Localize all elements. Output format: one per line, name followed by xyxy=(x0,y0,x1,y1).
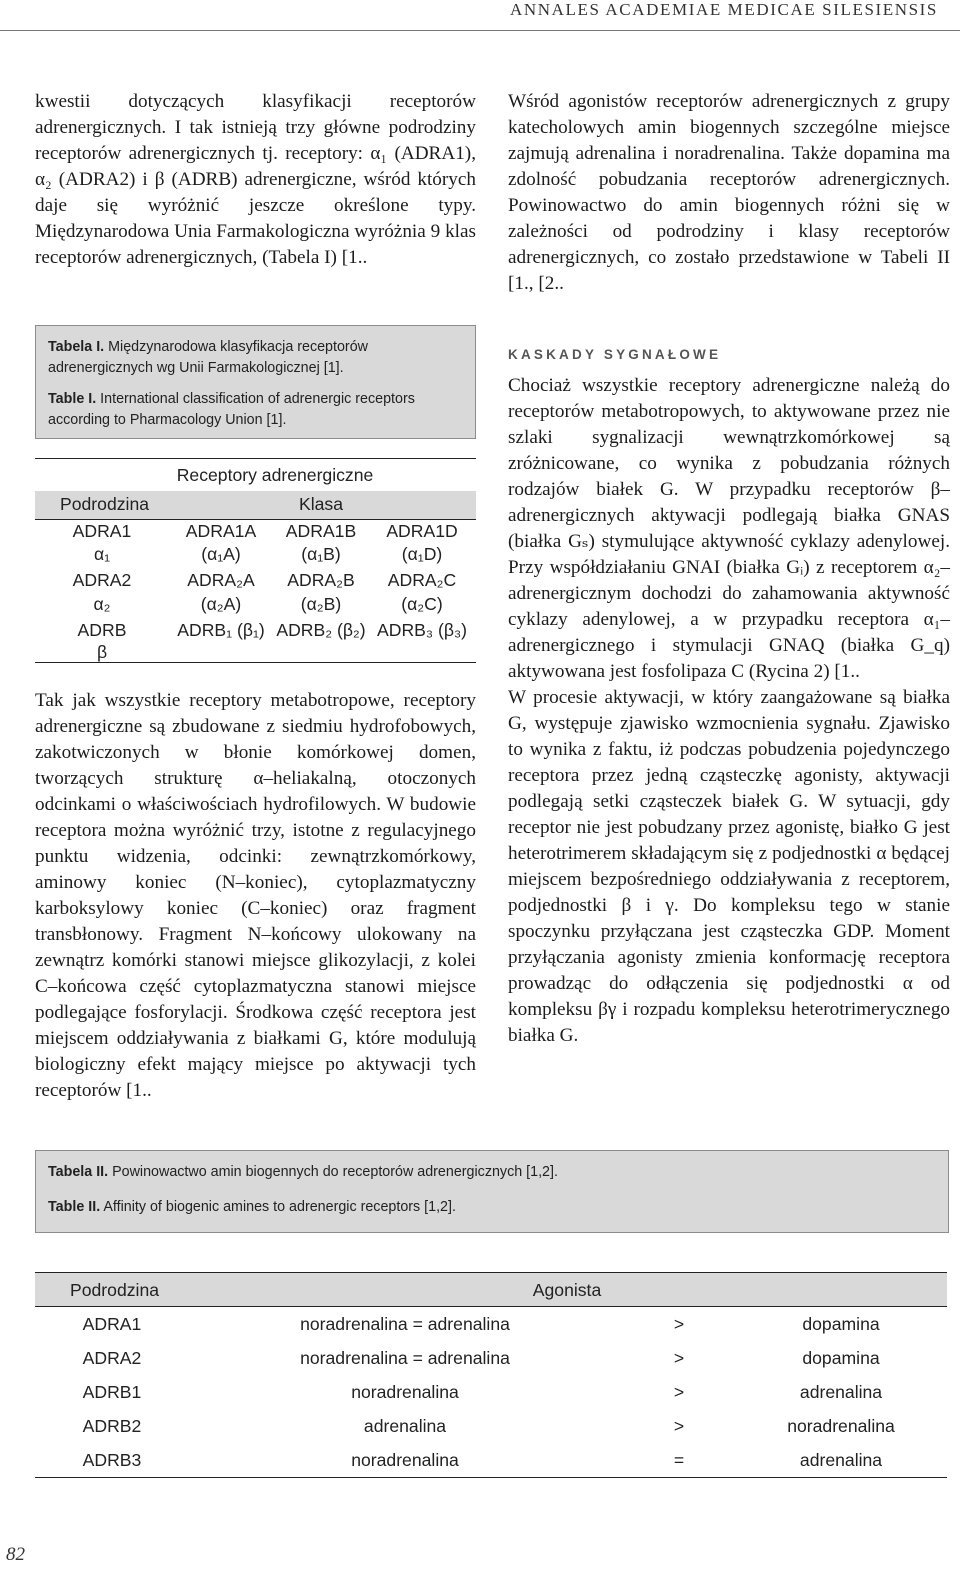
table1-cell: ADRB₃ (β₃) xyxy=(377,620,467,640)
page-number: 82 xyxy=(6,1544,25,1565)
right-paragraph-3: W procesie aktywacji, w który zaangażowane są białka G, występuje zjawisko wzmocnienia sygnału. Zjawisko to wynika z faktu, iż podczas pobudzenia pojedynczego receptora przez jedną cząsteczkę agonisty, aktywacji podlegają setki cząsteczek białek G. W sytuacji, gdy receptor nie jest pobudzany przez agonistę, białko G jest heterotrimerem składającym się z podjednostki α będącej miejscem bezpośredniego oddziaływania z receptorem, podjednostki β i γ. Do kompleksu tego w stanie spoczynku przyłączana jest cząsteczka GDP. Moment przyłączania agonisty zmienia konformację receptora prowadząc do odłączenia się podjednostki α od kompleksu βγ i rozpadu kompleksu heterotrimerycznego białka G. xyxy=(508,687,950,1046)
table1-caption-en-label: Table I. xyxy=(48,391,97,407)
table1-cell: ADRA1D xyxy=(386,521,458,541)
table2-bottom-rule xyxy=(35,1477,947,1478)
table2-caption-pl xyxy=(48,1162,928,1182)
table2-cell: ADRB2 xyxy=(82,1416,142,1436)
table1-cell: α₁ xyxy=(93,544,111,564)
left-body-paragraph: Tak jak wszystkie receptory metabotropowe, receptory adrenergiczne są zbudowane z siedmiu hydrofobowych, zakotwiczonych w błonie komórkowej domen, tworzących strukturę α–heliakalną, otoczonych odcinkami o właściwościach hydrofilowych. W budowie receptora można wyróżnić trzy, istotne z regulacyjnego punktu widzenia, odcinki: zewnątrzkomórkowy, aminowy koniec (N–koniec), cytoplazmatyczny karboksylowy koniec (C–koniec) oraz fragment transbłonowy. Fragment N–końcowy ulokowany na zewnątrz komórki stanowi miejsce glikozylacji, z kolei C–końcowa część cytoplazmatyczna stanowi miejsce podlegające fosforylacji. Środkowa część receptora jest miejscem oddziaływania z białkami G, które modulują biologiczny efekt mający miejsce po aktywacji tych receptorów [1.. xyxy=(35,690,476,1101)
table1-cell: ADRA₂B xyxy=(287,570,355,590)
table1-cell: (α₁B) xyxy=(301,544,341,564)
table2-row xyxy=(35,1409,947,1443)
table1-cell: ADRA1A xyxy=(185,521,257,541)
table2-cell: > xyxy=(673,1314,685,1334)
table1-cell: ADRA₂C xyxy=(387,570,457,590)
table2-caption-pl-label: Tabela II. xyxy=(48,1164,109,1180)
table1 xyxy=(35,458,476,663)
table2-cell: adrenalina xyxy=(363,1416,447,1436)
table2-cell: adrenalina xyxy=(799,1450,883,1470)
table1-cell: ADRA2 xyxy=(72,570,132,590)
table2-cell: dopamina xyxy=(802,1348,880,1368)
table2-cell: = xyxy=(673,1450,685,1470)
table1-title: Receptory adrenergiczne xyxy=(176,465,374,485)
table2-cell: noradrenalina xyxy=(787,1416,895,1436)
table2-cell: noradrenalina xyxy=(351,1450,459,1470)
table2-caption xyxy=(35,1150,949,1233)
table2-cell: noradrenalina = adrenalina xyxy=(300,1348,510,1368)
right-paragraph-2: Chociaż wszystkie receptory adrenergiczne należą do receptorów metabotropowych, to aktywowane przez nie szlaki sygnalizacji wewnątrzkomórkowej są zróżnicowane, co wynika z pobudzania różnych rodzajów białek G. W przypadku receptorów β–adrenergicznych aktywacji podlegają białka GNAS (białka Gₛ) stymulujące aktywność cyklazy adenylowej. Przy współdziałaniu GNAI (białka Gᵢ) z receptorem α₂–adrenergicznym dochodzi do zahamowania aktywność cyklazy adenylowej, a w przypadku receptora α₁–adrenergicznego i stymulacji GNAQ (białka G_q) aktywowana jest fosfolipaza C (Rycina 2) [1.. xyxy=(508,375,950,682)
table2-row xyxy=(35,1307,947,1341)
table2-cell: ADRA1 xyxy=(82,1314,142,1334)
table1-caption-pl xyxy=(48,337,466,379)
table1-cell: (α₂A) xyxy=(200,594,242,614)
table1-cell: ADRB₂ (β₂) xyxy=(276,620,366,640)
left-top-paragraph: kwestii dotyczących klasyfikacji receptorów adrenergicznych. I tak istnieją trzy główne podrodziny receptorów adrenergicznych tj. receptory: α₁ (ADRA1), α₂ (ADRA2) i β (ADRB) adrenergiczne, wśród których daje się wyróżnić jeszcze określone typy. Międzynarodowa Unia Farmakologiczna wyróżnia 9 klas receptorów adrenergicznych, (Tabela I) [1.. xyxy=(35,91,476,268)
table1-caption-pl-text: Międzynarodowa klasyfikacja receptorów adrenergicznych wg Unii Farmakologicznej [1]. xyxy=(48,339,368,376)
table2-cell: ADRB3 xyxy=(82,1450,142,1470)
table2-cell: > xyxy=(673,1416,685,1436)
table2-cell: ADRA2 xyxy=(82,1348,142,1368)
table2-row xyxy=(35,1375,947,1409)
table1-cell: (α₁D) xyxy=(401,544,443,564)
header-rule xyxy=(0,30,960,31)
table2-caption-en xyxy=(48,1197,928,1217)
table2-header-subfamily: Podrodzina xyxy=(70,1280,160,1300)
table2-header-agonist: Agonista xyxy=(532,1280,602,1300)
table1-cell: (α₂B) xyxy=(300,594,342,614)
table2-cell: noradrenalina = adrenalina xyxy=(300,1314,510,1334)
right-paragraph-1: Wśród agonistów receptorów adrenergicznych z grupy katecholowych amin biogennych szczególne miejsce zajmują adrenalina i noradrenalina. Także dopamina ma zdolność pobudzania receptorów adrenergicznych. Powinowactwo do amin biogennych różni się w zależności od podrodziny i klasy receptorów adrenergicznych, co zostało przedstawione w Tabeli II [1., [2.. xyxy=(508,91,950,294)
table1-cell: (α₁A) xyxy=(201,544,241,564)
table2-cell: > xyxy=(673,1382,685,1402)
table2-cell: ADRB1 xyxy=(82,1382,142,1402)
table1-top-rule xyxy=(35,458,476,459)
table1-caption xyxy=(35,325,476,439)
table1-cell: β xyxy=(96,642,108,662)
table2-caption-en-label: Table II. xyxy=(48,1199,101,1215)
table1-cell: ADRA₂A xyxy=(187,570,255,590)
section-heading: KASKADY SYGNAŁOWE xyxy=(508,347,722,362)
table2 xyxy=(35,1272,947,1478)
table1-cell: α₂ xyxy=(93,594,111,614)
table1-header-subfamily: Podrodzina xyxy=(60,494,150,514)
table1-cell: ADRB₁ (β₁) xyxy=(177,620,265,640)
table2-row xyxy=(35,1443,947,1477)
table2-cell: dopamina xyxy=(802,1314,880,1334)
right-paragraphs xyxy=(508,373,950,1049)
journal-title: ANNALES ACADEMIAE MEDICAE SILESIENSIS xyxy=(509,0,938,19)
table2-row xyxy=(35,1341,947,1375)
table2-caption-pl-text: Powinowactwo amin biogennych do receptorów adrenergicznych [1,2]. xyxy=(108,1164,558,1180)
table1-caption-pl-label: Tabela I. xyxy=(48,339,105,355)
table2-caption-en-text: Affinity of biogenic amines to adrenergic receptors [1,2]. xyxy=(100,1199,456,1215)
table1-cell: (α₂C) xyxy=(401,594,443,614)
table1-header-class: Klasa xyxy=(298,494,344,514)
table1-header-rule xyxy=(35,519,476,520)
table1-cell: ADRB xyxy=(77,620,127,640)
table1-bottom-rule xyxy=(35,662,476,663)
table1-cell: ADRA1B xyxy=(285,521,357,541)
table2-cell: noradrenalina xyxy=(351,1382,459,1402)
table2-cell: > xyxy=(673,1348,685,1368)
table1-caption-en xyxy=(48,389,466,431)
table2-header-row xyxy=(35,1272,947,1307)
table2-cell: adrenalina xyxy=(799,1382,883,1402)
table1-caption-en-text: International classification of adrenergic receptors according to Pharmacology Union [1]. xyxy=(48,391,415,428)
table1-cell: ADRA1 xyxy=(72,521,132,541)
